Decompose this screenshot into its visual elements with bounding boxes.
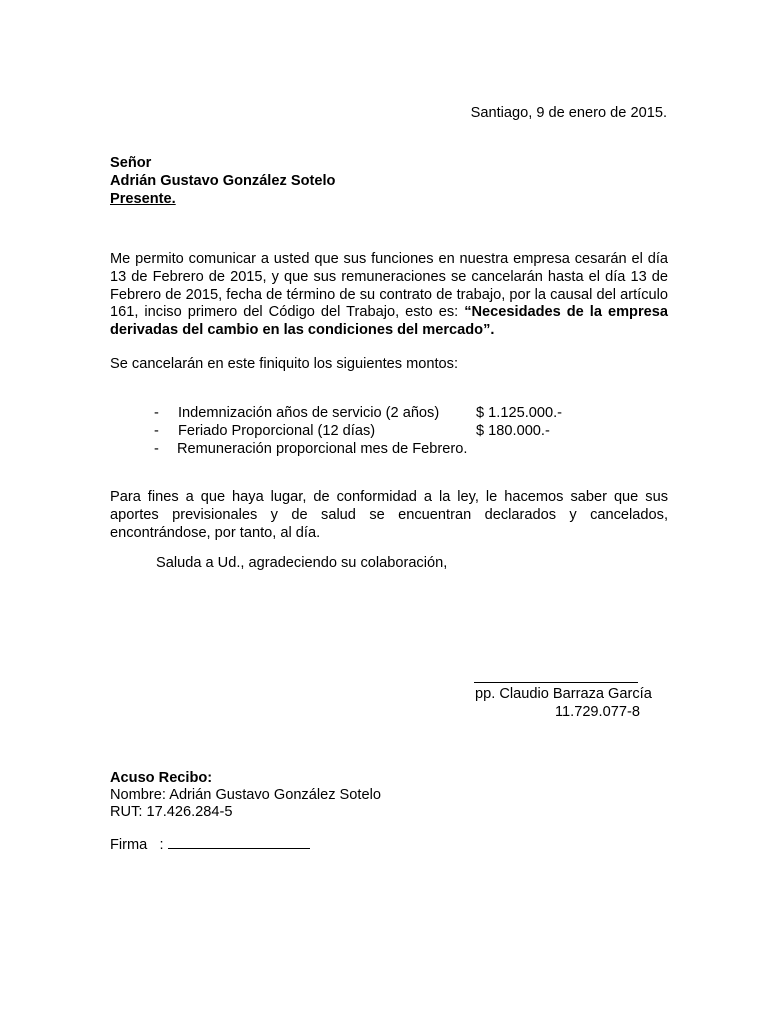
item-label: Feriado Proporcional (12 días) xyxy=(178,423,376,439)
list-item xyxy=(154,422,574,440)
body-paragraph xyxy=(110,251,668,340)
body-text: Me permito comunicar a usted que sus funciones en nuestra empresa cesarán el día 13 de Febrero de 2015, y que sus remuneraciones se cancelarán hasta el día 13 de Febrero de 2015, fecha de término de su contrato de trabajo, por la causal del artículo 161, inciso primero del Código del Trabajo, esto es: xyxy=(110,251,668,321)
acuso-nombre: Nombre: Adrián Gustavo González Sotelo xyxy=(110,787,381,803)
presente-label: Presente. xyxy=(110,191,176,207)
firma-blank-line xyxy=(168,836,310,849)
acuso-recibo-block xyxy=(110,770,381,821)
item-label: Remuneración proporcional mes de Febrero. xyxy=(177,441,468,457)
salutation: Señor xyxy=(110,155,152,171)
list-dash: - xyxy=(154,441,159,457)
signer-name: pp. Claudio Barraza García xyxy=(475,686,652,702)
closing-paragraph: Para fines a que haya lugar, de conformidad a la ley, le hacemos saber que sus aportes previsionales y de salud se encuentran declarados y cancelados, encontrándose, por tanto, al día. xyxy=(110,489,668,541)
date-line: Santiago, 9 de enero de 2015. xyxy=(470,105,667,121)
item-label: Indemnización años de servicio (2 años) xyxy=(178,405,440,421)
farewell-line: Saluda a Ud., agradeciendo su colaboración, xyxy=(156,555,448,571)
signer-rut: 11.729.077-8 xyxy=(555,704,640,720)
item-amount: $ 180.000.- xyxy=(476,423,550,439)
signature-line xyxy=(474,670,638,683)
item-amount: $ 1.125.000.- xyxy=(476,405,563,421)
acuso-rut: RUT: 17.426.284-5 xyxy=(110,804,233,820)
amounts-list xyxy=(154,404,574,458)
addressee-block xyxy=(110,154,335,208)
body-quote: “Necesidades de la empresa derivadas del cambio en las condiciones del mercado”. xyxy=(110,304,669,339)
list-dash: - xyxy=(154,405,159,421)
acuso-title: Acuso Recibo: xyxy=(110,770,213,786)
list-item xyxy=(154,404,574,422)
recipient-name: Adrián Gustavo González Sotelo xyxy=(110,173,336,189)
amounts-intro: Se cancelarán en este finiquito los siguientes montos: xyxy=(110,356,459,372)
firma-row xyxy=(110,836,310,854)
list-item xyxy=(154,440,574,458)
list-dash: - xyxy=(154,423,159,439)
firma-label: Firma : xyxy=(110,837,164,853)
